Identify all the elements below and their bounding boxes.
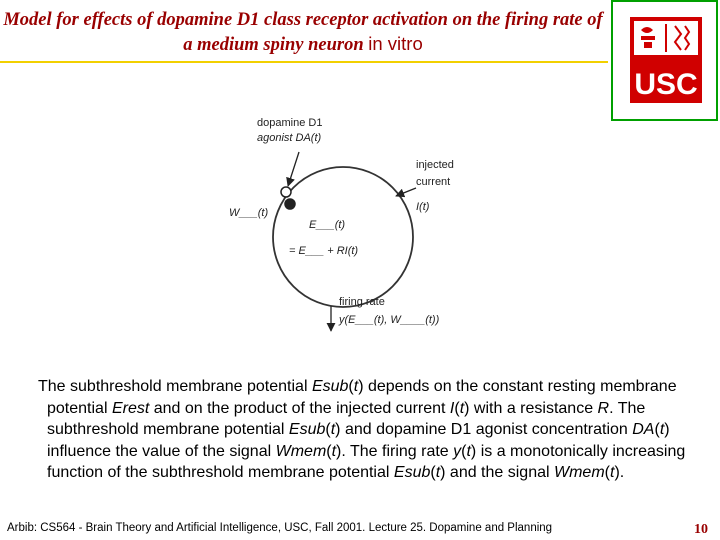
body-term: Esub: [288, 421, 326, 438]
body-fragment: The subthreshold membrane potential: [38, 378, 312, 395]
body-fragment: ) depends on the constant resting membrane potential: [47, 378, 677, 417]
body-fragment: (: [325, 421, 331, 438]
body-fragment: (: [461, 442, 467, 460]
current-arrow: [396, 188, 416, 196]
body-term: t: [435, 464, 441, 481]
body-fragment: . The subthreshold membrane potential: [47, 399, 646, 438]
body-fragment: ).: [614, 464, 625, 481]
body-term: Wmem: [554, 464, 605, 481]
receptor-site-active: [285, 199, 295, 209]
body-term: t: [659, 421, 665, 438]
body-term: t: [331, 442, 337, 460]
body-term: DA: [632, 421, 655, 438]
body-fragment: and on the product of the injected current: [149, 399, 450, 417]
body-fragment: (: [654, 421, 660, 438]
receptor-site: [281, 187, 291, 197]
body-fragment: (: [604, 464, 610, 481]
body-fragment: (: [430, 464, 436, 481]
slide-title-plain: in vitro: [368, 33, 423, 54]
current-label-line2: current: [416, 176, 451, 188]
body-fragment: ) with a resistance: [464, 399, 598, 417]
body-term: y: [453, 442, 462, 460]
body-fragment: ) and dopamine D1 agonist concentration: [335, 421, 633, 438]
body-fragment: ) influence the value of the signal: [47, 421, 670, 460]
neuron-circle: [273, 167, 413, 307]
body-term: Wmem: [275, 442, 327, 460]
body-term: R: [597, 399, 610, 417]
body-fragment: (: [326, 442, 332, 460]
weight-label: W___(t): [229, 207, 269, 219]
agonist-label-line2: agonist DA(t): [257, 132, 322, 144]
body-term: t: [466, 442, 471, 460]
esub-label: E___(t): [309, 219, 346, 231]
current-label-line1: injected: [416, 159, 454, 171]
body-term: Esub: [311, 378, 349, 395]
body-term: t: [330, 421, 336, 438]
body-fragment: ) and the signal: [440, 464, 554, 481]
esub-formula: = E___ + RI(t): [289, 245, 359, 257]
footer-text: Arbib: CS564 - Brain Theory and Artificial Intelligence, USC, Fall 2001. Lecture 25. Dopamine and Planning: [7, 522, 553, 534]
body-text: [38, 376, 688, 484]
rate-label-line1: firing rate: [339, 296, 385, 308]
body-fragment: ) is a monotonically increasing function of the subthreshold membrane potential: [47, 442, 686, 481]
body-term: t: [459, 399, 465, 417]
body-fragment: ). The firing rate: [336, 442, 454, 460]
body-term: I: [449, 399, 455, 417]
agonist-label-line1: dopamine D1: [257, 117, 323, 129]
page-number: 10: [694, 522, 708, 537]
body-fragment: (: [454, 399, 460, 417]
slide-title-italic: Model for effects of dopamine D1 class receptor activation on the firing rate of a medium spiny neuron: [3, 10, 603, 55]
body-paragraph: [38, 376, 688, 484]
body-term: t: [353, 378, 359, 395]
body-term: t: [609, 464, 615, 481]
rate-label-line2: y(E___(t), W____(t)): [339, 314, 440, 326]
current-label-line3: I(t): [416, 201, 430, 213]
logo-text: USC: [634, 68, 698, 101]
body-term: Erest: [111, 399, 150, 417]
body-fragment: (: [348, 378, 354, 395]
body-term: Esub: [393, 464, 431, 481]
agonist-arrow: [288, 152, 299, 186]
